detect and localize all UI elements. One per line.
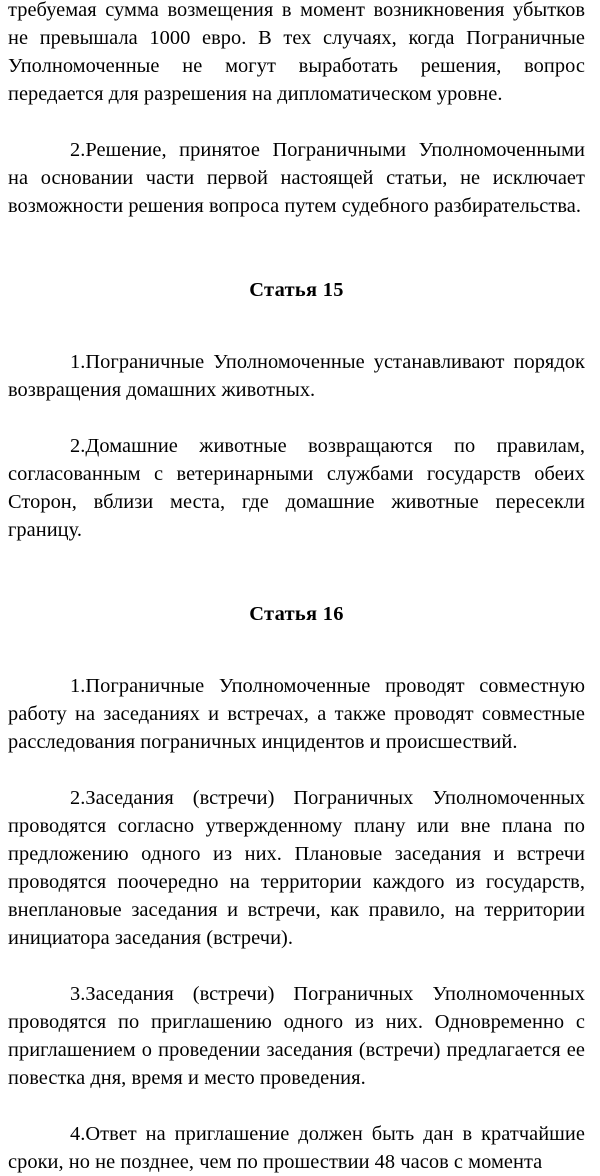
paragraph-article15-item2: 2.Домашние животные возвращаются по правилам, согласованным с ветеринарными службами государств обеих Сторон, вблизи места, где домашние животные пересекли границу. bbox=[8, 435, 585, 541]
paragraph-spacer bbox=[8, 108, 585, 136]
paragraph-article16-item3: 3.Заседания (встречи) Пограничных Уполномоченных проводятся по приглашению одного из них. Одновременно с приглашением о проведении заседания (встречи) предлагается ее повестка дня, время и место проведения. bbox=[8, 983, 585, 1089]
paragraph-spacer bbox=[8, 756, 585, 784]
paragraph-article16-item4: 4.Ответ на приглашение должен быть дан в кратчайшие сроки, но не позднее, чем по прошествии 48 часов с момента bbox=[8, 1123, 585, 1173]
paragraph-article15-item1: 1.Пограничные Уполномоченные устанавливают порядок возвращения домашних животных. bbox=[8, 351, 585, 401]
article-heading-16: Статья 16 bbox=[249, 603, 344, 625]
heading-spacer-below bbox=[8, 628, 585, 672]
paragraph-continuation-article14: требуемая сумма возмещения в момент возникновения убытков не превышала 1000 евро. В тех случаях, когда Пограничные Уполномоченные не могут выработать решения, вопрос передается для разрешения на дипломатическом уровне. bbox=[8, 0, 585, 105]
document-text-body bbox=[8, 0, 585, 1176]
heading-spacer-above bbox=[8, 220, 585, 276]
heading-spacer-above bbox=[8, 544, 585, 600]
article-heading-15: Статья 15 bbox=[249, 279, 344, 301]
paragraph-spacer bbox=[8, 952, 585, 980]
paragraph-article16-item2: 2.Заседания (встречи) Пограничных Уполномоченных проводятся согласно утвержденному плану или вне плана по предложению одного из них. Плановые заседания и встречи проводятся поочередно на территории каждого из государств, внеплановые заседания и встречи, как правило, на территории инициатора заседания (встречи). bbox=[8, 787, 585, 949]
paragraph-article16-item1: 1.Пограничные Уполномоченные проводят совместную работу на заседаниях и встречах, а также проводят совместные расследования пограничных инцидентов и происшествий. bbox=[8, 675, 585, 753]
paragraph-article14-item2: 2.Решение, принятое Пограничными Уполномоченными на основании части первой настоящей статьи, не исключает возможности решения вопроса путем судебного разбирательства. bbox=[8, 139, 585, 217]
paragraph-spacer bbox=[8, 1092, 585, 1120]
paragraph-spacer bbox=[8, 404, 585, 432]
heading-spacer-below bbox=[8, 304, 585, 348]
